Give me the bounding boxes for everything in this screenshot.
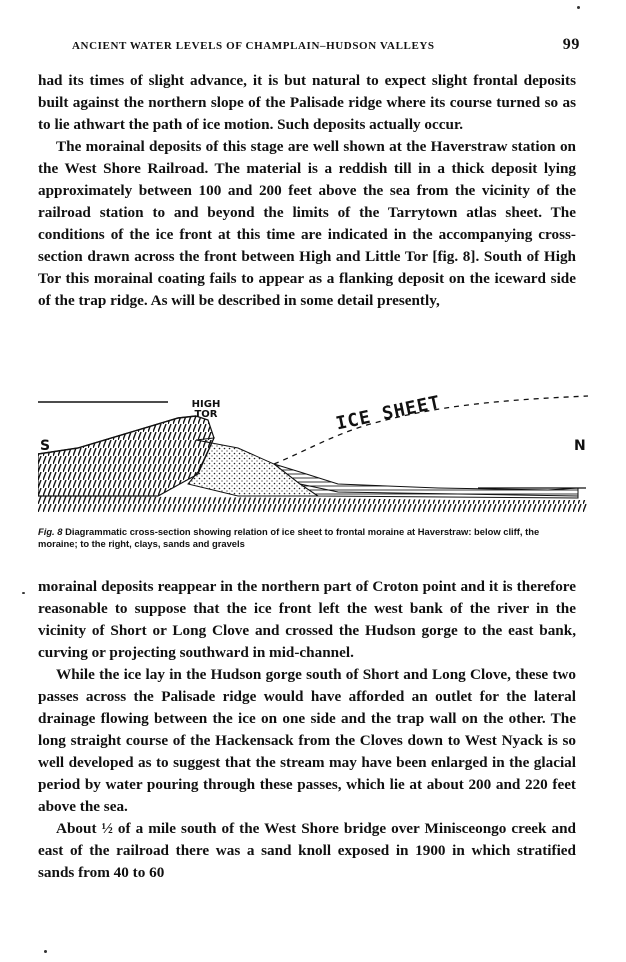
text-block-bottom	[38, 576, 576, 884]
caption-text: Diagrammatic cross-section showing relation of ice sheet to frontal moraine at Haverstraw: below cliff, the moraine; to the right, clays, sands and gravels	[38, 526, 540, 549]
text-block-top	[38, 70, 576, 312]
print-speck	[44, 950, 47, 953]
page-number: 99	[562, 36, 580, 53]
paragraph: About ½ of a mile south of the West Shore bridge over Minisceongo creek and east of the railroad there was a sand knoll exposed in 1900 in which stratified sands from 40 to 60	[38, 820, 576, 881]
cross-section-diagram	[38, 392, 588, 524]
figure-cross-section	[38, 392, 588, 524]
paragraph: The morainal deposits of this stage are well shown at the Haverstraw station on the West Shore Railroad. The material is a reddish till in a thick deposit lying approximately between 100 and 200 feet above the sea from the vicinity of the railroad station to and beyond the limits of the Tarrytown atlas sheet. The conditions of the ice front at this time are indicated in the accompanying cross-section drawn across the front between High and Little Tor [fig. 8]. South of High Tor this morainal coating fails to appear as a flanking deposit on the iceward side of the trap ridge. As will be described in some detail presently,	[38, 138, 576, 309]
print-speck	[577, 6, 580, 9]
label-ice-sheet: ICE SHEET	[334, 391, 443, 435]
label-north: N	[574, 438, 586, 454]
figure-caption	[38, 526, 578, 550]
running-header	[60, 36, 580, 56]
label-high-tor: HIGH TOR	[191, 399, 221, 420]
label-south: S	[40, 438, 51, 454]
paragraph: had its times of slight advance, it is but natural to expect slight frontal deposits built against the northern slope of the Palisade ridge where its course turned so as to lie athwart the path of ice motion. Such deposits actually occur.	[38, 72, 576, 133]
print-speck	[22, 592, 25, 594]
figure-number: Fig. 8	[38, 526, 63, 537]
paragraph: While the ice lay in the Hudson gorge south of Short and Long Clove, these two passes across the Palisade ridge would have afforded an outlet for the lateral drainage flowing between the ice on one side and the trap wall on the other. The long straight course of the Hackensack from the Cloves down to West Nyack is so well developed as to suggest that the stream may have been enlarged in the glacial period by water pouring through these passes, which lie at about 200 and 220 feet above the sea.	[38, 666, 576, 815]
clays-sands-gravels	[274, 464, 578, 498]
running-title: ANCIENT WATER LEVELS OF CHAMPLAIN–HUDSON VALLEYS	[72, 40, 435, 52]
paragraph: morainal deposits reappear in the northern part of Croton point and it is therefore reasonable to suppose that the ice front left the west bank of the river in the vicinity of Short or Long Clove and crossed the Hudson gorge to the east bank, curving or projecting southward in mid-channel.	[38, 578, 576, 661]
